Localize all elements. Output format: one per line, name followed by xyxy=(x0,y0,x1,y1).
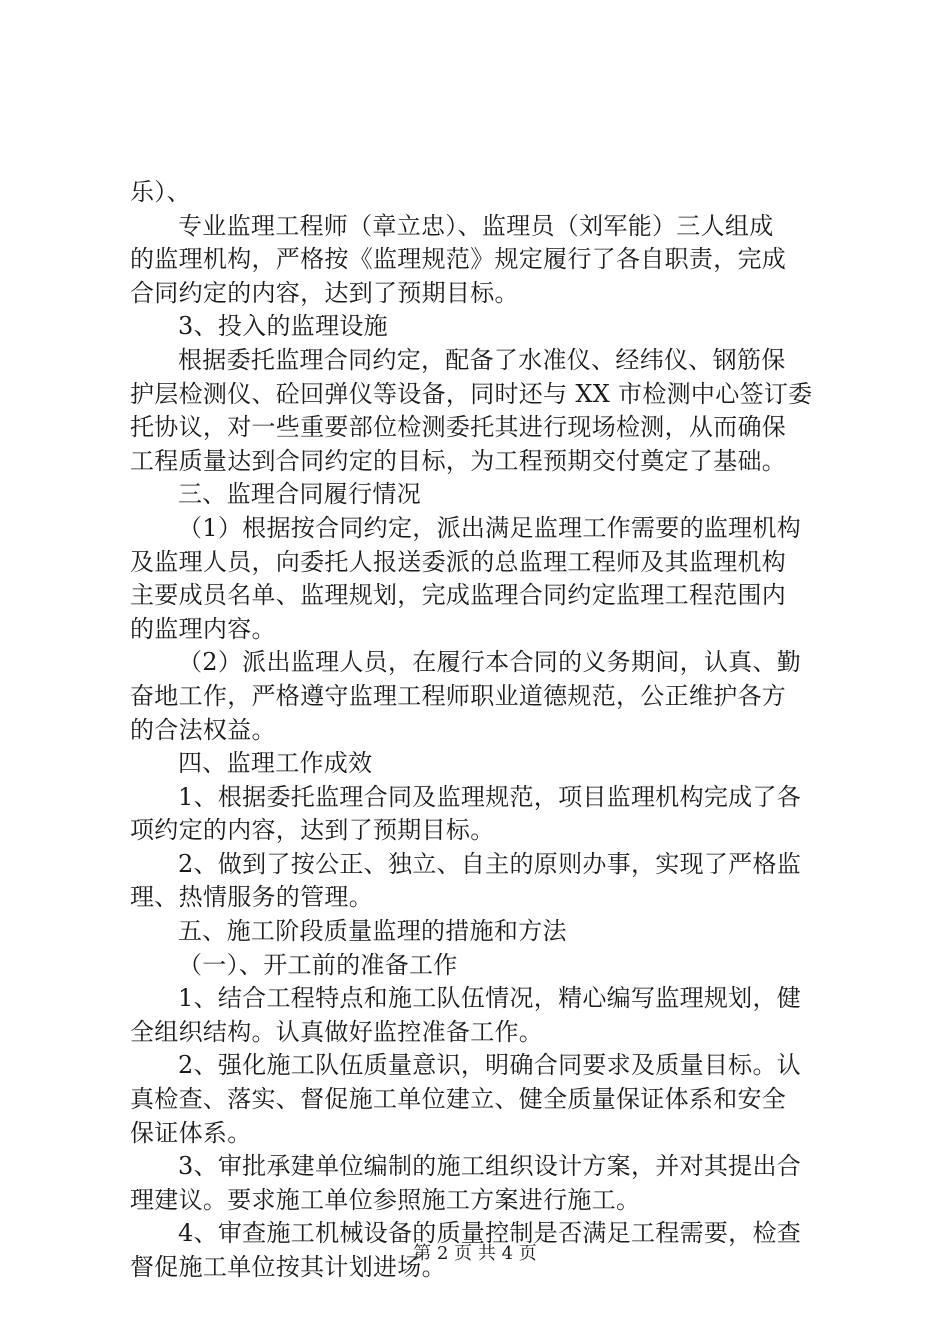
text-line: 根据委托监理合同约定，配备了水准仪、经纬仪、钢筋保 xyxy=(178,345,786,374)
text-line: 4、审查施工机械设备的质量控制是否满足工程需要，检查 xyxy=(178,1219,802,1248)
section-heading: 四、监理工作成效 xyxy=(178,749,373,778)
text-line: 1、结合工程特点和施工队伍情况，精心编写监理规划，健 xyxy=(178,984,802,1013)
text-line: 理建议。要求施工单位参照施工方案进行施工。 xyxy=(130,1185,641,1214)
text-line: 的合法权益。 xyxy=(130,715,276,744)
text-line: 奋地工作，严格遵守监理工程师职业道德规范，公正维护各方 xyxy=(130,681,787,710)
text-line: 督促施工单位按其计划进场。 xyxy=(130,1253,446,1281)
text-line: 保证体系。 xyxy=(130,1118,252,1147)
text-line: 护层检测仪、砼回弹仪等设备，同时还与 XX 市检测中心签订委 xyxy=(130,379,813,408)
text-line: 2、做到了按公正、独立、自主的原则办事，实现了严格监 xyxy=(178,849,802,878)
text-line: 理、热情服务的管理。 xyxy=(130,883,373,912)
section-heading: 3、投入的监理设施 xyxy=(178,312,388,341)
subsection-heading: （一）、开工前的准备工作 xyxy=(178,950,458,979)
page-footer: 第 2 页 共 4 页 xyxy=(413,1243,537,1264)
text-line: 3、审批承建单位编制的施工组织设计方案，并对其提出合 xyxy=(178,1152,802,1181)
text-line: 的监理机构，严格按《监理规范》规定履行了各自职责，完成 xyxy=(130,245,787,274)
text-line: （1）根据按合同约定，派出满足监理工作需要的监理机构 xyxy=(178,513,802,542)
text-line: 主要成员名单、监理规划，完成监理合同约定监理工程范围内 xyxy=(130,581,787,610)
document-body xyxy=(130,176,830,1285)
text-line: 专业监理工程师（章立忠）、监理员（刘军能）三人组成 xyxy=(178,211,774,240)
text-line: 及监理人员，向委托人报送委派的总监理工程师及其监理机构 xyxy=(130,547,787,576)
text-line: （2）派出监理人员，在履行本合同的义务期间，认真、勤 xyxy=(178,648,802,677)
text-line: 2、强化施工队伍质量意识，明确合同要求及质量目标。认 xyxy=(178,1051,802,1080)
text-line: 项约定的内容，达到了预期目标。 xyxy=(130,816,495,845)
text-line: 乐）、 xyxy=(130,178,191,206)
text-line: 工程质量达到合同约定的目标，为工程预期交付奠定了基础。 xyxy=(130,446,787,475)
text-line: 1、根据委托监理合同及监理规范，项目监理机构完成了各 xyxy=(178,782,802,811)
section-heading: 三、监理合同履行情况 xyxy=(178,480,421,509)
text-line: 托协议，对一些重要部位检测委托其进行现场检测，从而确保 xyxy=(130,413,787,442)
section-heading: 五、施工阶段质量监理的措施和方法 xyxy=(178,917,567,946)
text-line: 全组织结构。认真做好监控准备工作。 xyxy=(130,1017,544,1046)
text-line: 真检查、落实、督促施工单位建立、健全质量保证体系和安全 xyxy=(130,1085,787,1114)
text-line: 合同约定的内容，达到了预期目标。 xyxy=(130,278,519,307)
text-line: 的监理内容。 xyxy=(130,614,276,643)
